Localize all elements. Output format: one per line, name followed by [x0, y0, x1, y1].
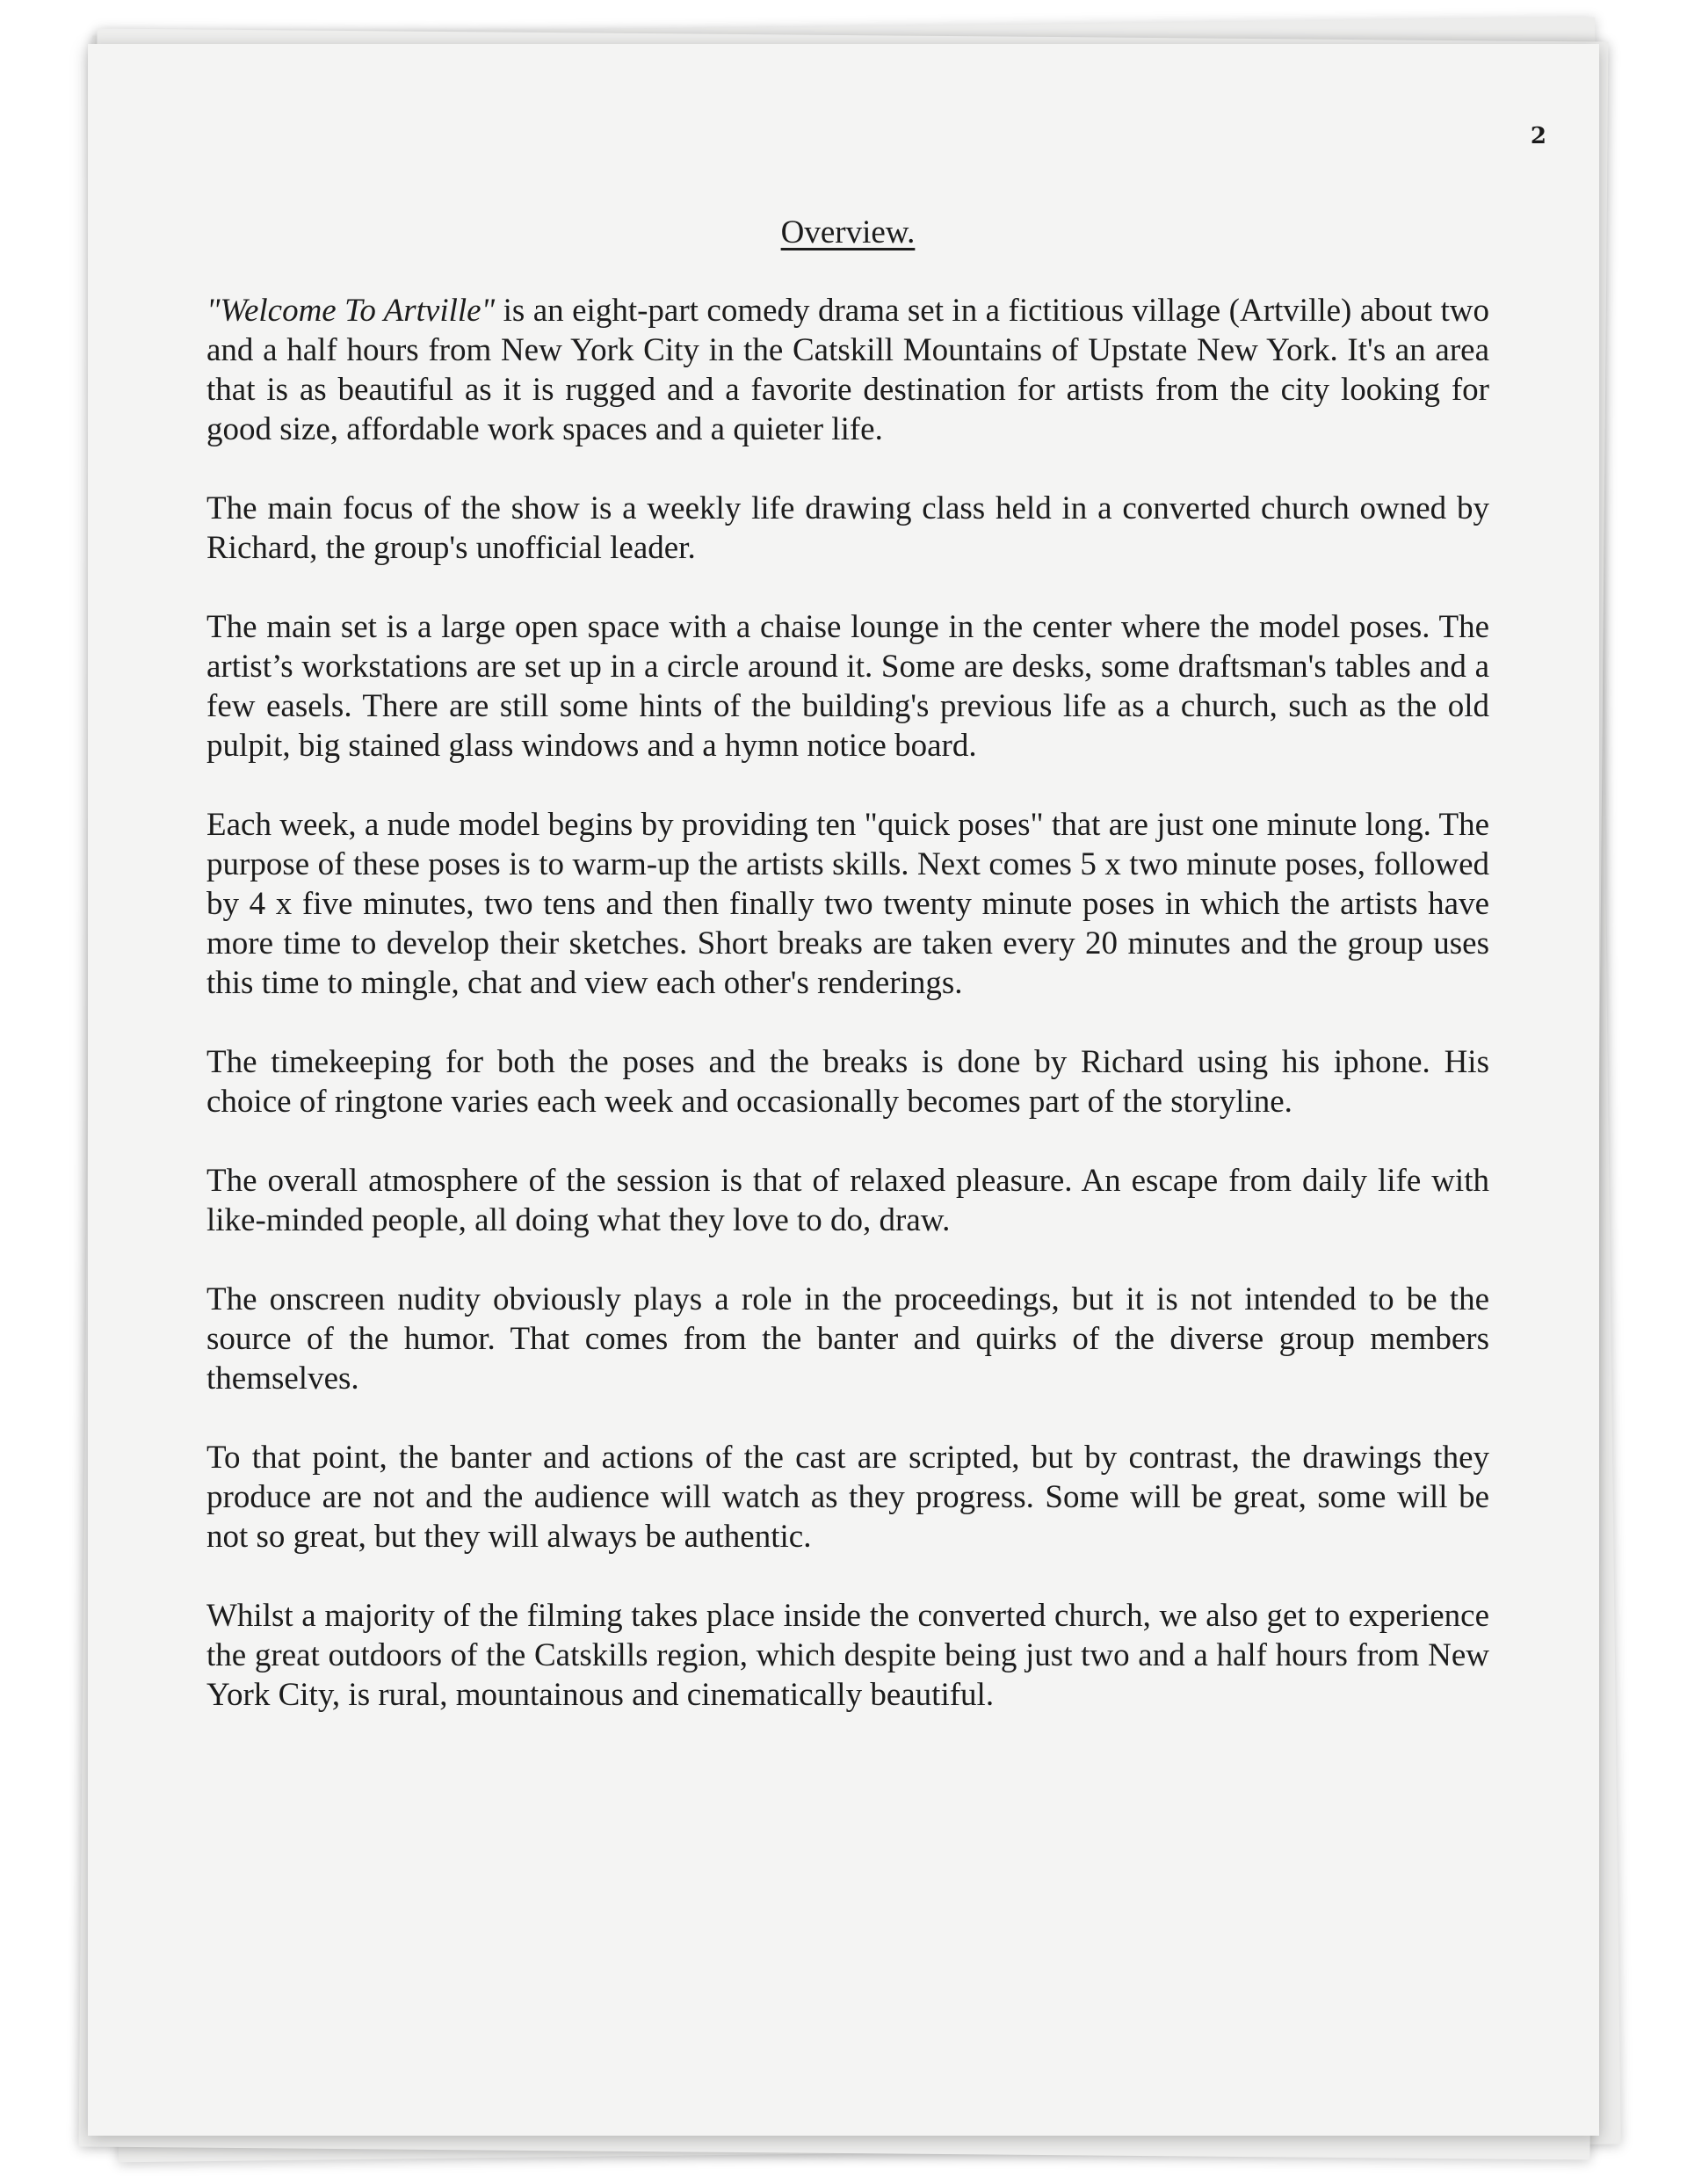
paragraph-outdoors: Whilst a majority of the filming takes place inside the converted church, we also get to experience the great outdoors of the Catskills region, which despite being just two and a half hours from New York City, is rural, mountainous and cinematically beautiful. — [206, 1598, 1489, 1713]
paragraph-timekeeping: The timekeeping for both the poses and the breaks is done by Richard using his iphone. His choice of ringtone varies each week and occasionally becomes part of the storyline. — [206, 1044, 1489, 1120]
document-body — [206, 213, 1489, 1754]
section-title: Overview. — [780, 214, 916, 250]
paragraph-main-set: The main set is a large open space with a chaise lounge in the center where the model poses. The artist’s workstations are set up in a circle around it. Some are desks, some draftsman's tables and a few easels. There are still some hints of the building's previous life as a church, such as the old pulpit, big stained glass windows and a hymn notice board. — [206, 609, 1489, 764]
paragraph-main-focus: The main focus of the show is a weekly life drawing class held in a converted church owned by Richard, the group's unofficial leader. — [206, 490, 1489, 566]
paragraph-scripted: To that point, the banter and actions of the cast are scripted, but by contrast, the drawings they produce are not and the audience will watch as they progress. Some will be great, some will be not so great, but they will always be authentic. — [206, 1440, 1489, 1555]
page-number: 2 — [1530, 123, 1546, 149]
paragraph-intro-text: is an eight-part comedy drama set in a fictitious village (Artville) about two and a half hours from New York City in the Catskill Mountains of Upstate New York. It's an area that is as beautiful as it is rugged and a favorite destination for artists from the city looking for good size, affordable work spaces and a quieter life. — [206, 293, 1489, 447]
paragraph-intro — [206, 291, 1489, 449]
show-title: "Welcome To Artville" — [206, 293, 496, 329]
paragraph-weekly-poses: Each week, a nude model begins by providing ten "quick poses" that are just one minute long. The purpose of these poses is to warm-up the artists skills. Next comes 5 x two minute poses, followed by 4 x five minutes, two tens and then finally two twenty minute poses in which the artists have more time to develop their sketches. Short breaks are taken every 20 minutes and the group uses this time to mingle, chat and view each other's renderings. — [206, 807, 1489, 1001]
paragraph-nudity: The onscreen nudity obviously plays a role in the proceedings, but it is not intended to be the source of the humor. That comes from the banter and quirks of the diverse group members themselves. — [206, 1281, 1489, 1397]
paragraph-atmosphere: The overall atmosphere of the session is that of relaxed pleasure. An escape from daily life with like-minded people, all doing what they love to do, draw. — [206, 1163, 1489, 1238]
